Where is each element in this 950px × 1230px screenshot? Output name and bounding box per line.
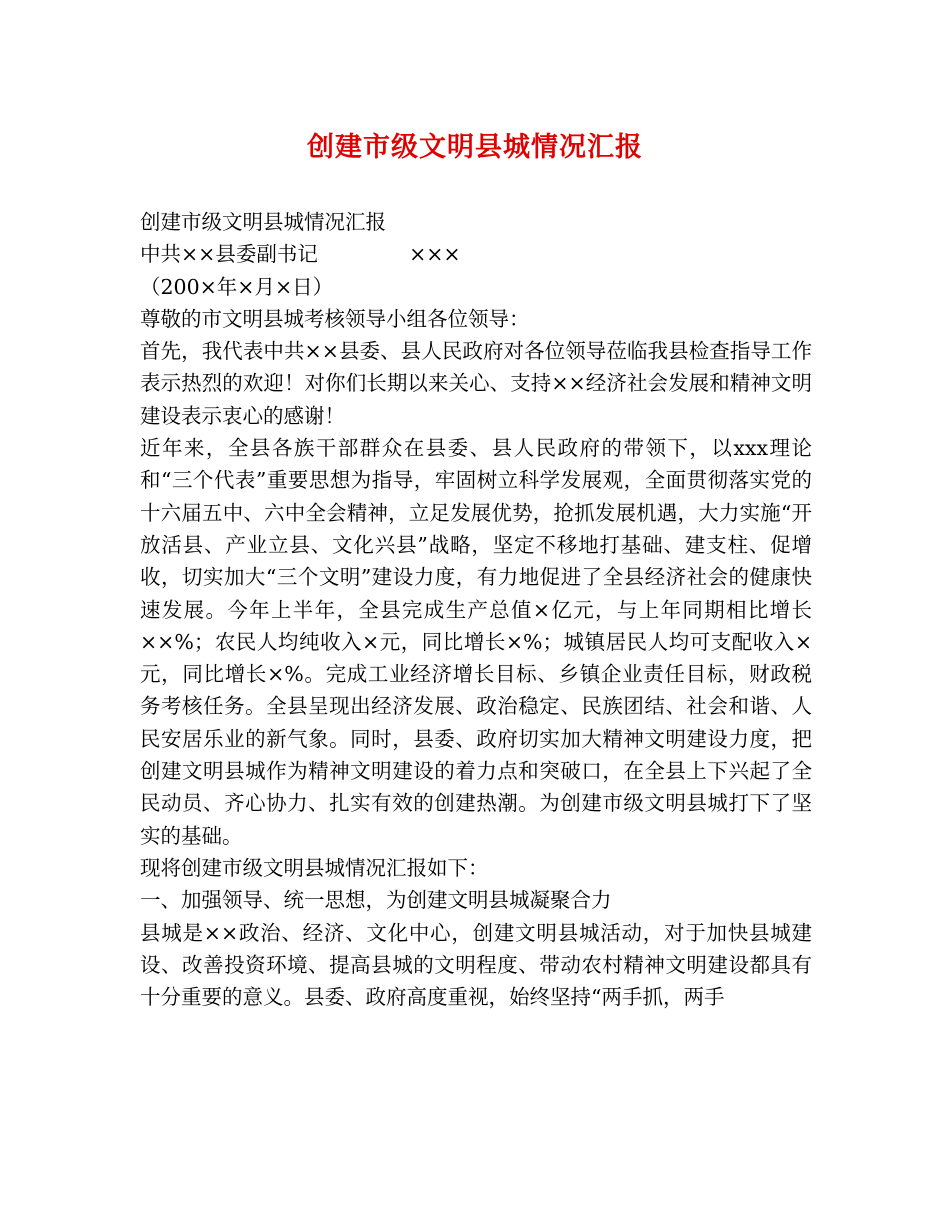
document-title: 创建市级文明县城情况汇报: [307, 132, 643, 163]
document-body: [140, 206, 812, 1013]
section-heading: 一、加强领导、统一思想，为创建文明县城凝聚合力: [140, 888, 612, 913]
paragraph: 首先，我代表中共××县委、县人民政府对各位领导莅临我县检查指导工作表示热烈的欢迎！对你们长期以来关心、支持××经济社会发展和精神文明建设表示衷心的感谢！: [140, 339, 812, 428]
author-line: 中共××县委副书记 ×××: [140, 242, 461, 267]
document-subtitle: 创建市级文明县城情况汇报: [140, 210, 386, 234]
date-line: （200×年×月×日）: [140, 274, 334, 299]
salutation: 尊敬的市文明县城考核领导小组各位领导：: [140, 306, 530, 331]
paragraph: 县城是××政治、经济、文化中心，创建文明县城活动，对于加快县城建设、改善投资环境、提高县城的文明程度、带动农村精神文明建设都具有十分重要的意义。县委、政府高度重视，始终坚持“两手抓，两手: [140, 920, 812, 1010]
paragraph: 近年来，全县各族干部群众在县委、县人民政府的带领下，以xxx理论和“三个代表”重要思想为指导，牢固树立科学发展观，全面贯彻落实党的十六届五中、六中全会精神，立足发展优势，抢抓发展机遇，大力实施“开放活县、产业立县、文化兴县”战略，坚定不移地打基础、建支柱、促增收，切实加大“三个文明”建设力度，有力地促进了全县经济社会的健康快速发展。今年上半年，全县完成生产总值×亿元，与上年同期相比增长××%；农民人均纯收入×元，同比增长×%；城镇居民人均可支配收入×元，同比增长×%。完成工业经济增长目标、乡镇企业责任目标，财政税务考核任务。全县呈现出经济发展、政治稳定、民族团结、社会和谐、人民安居乐业的新气象。同时，县委、政府切实加大精神文明建设力度，把创建文明县城作为精神文明建设的着力点和突破口，在全县上下兴起了全民动员、齐心协力、扎实有效的创建热潮。为创建市级文明县城打下了坚实的基础。: [140, 436, 812, 848]
paragraph: 现将创建市级文明县城情况汇报如下：: [140, 855, 489, 880]
